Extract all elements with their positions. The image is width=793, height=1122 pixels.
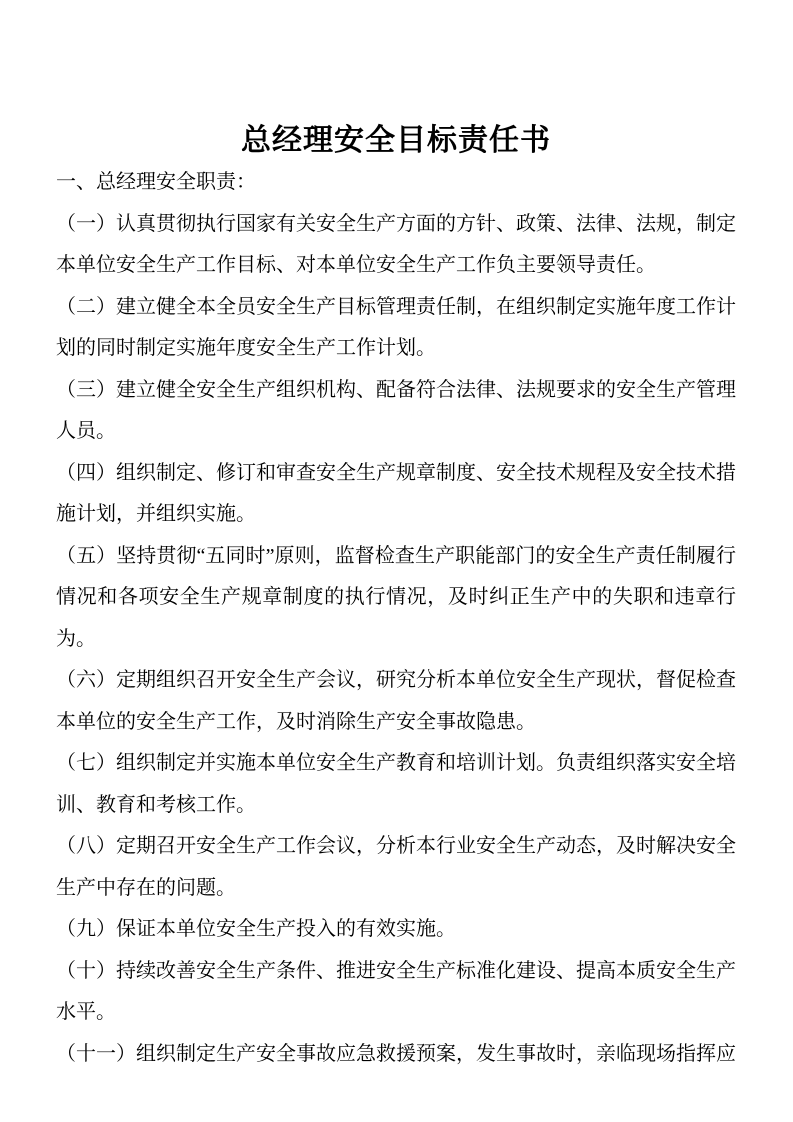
paragraph: （十）持续改善安全生产条件、推进安全生产标准化建设、提高本质安全生产水平。 bbox=[56, 959, 736, 1023]
paragraph: （四）组织制定、修订和审查安全生产规章制度、安全技术规程及安全技术措施计划，并组织实施。 bbox=[56, 461, 736, 525]
paragraph: （一）认真贯彻执行国家有关安全生产方面的方针、政策、法律、法规，制定本单位安全生产工作目标、对本单位安全生产工作负主要领导责任。 bbox=[56, 212, 736, 276]
paragraph: （五）坚持贯彻“五同时”原则，监督检查生产职能部门的安全生产责任制履行情况和各项安全生产规章制度的执行情况，及时纠正生产中的失职和违章行为。 bbox=[56, 544, 736, 650]
paragraph: （二）建立健全本全员安全生产目标管理责任制，在组织制定实施年度工作计划的同时制定实施年度安全生产工作计划。 bbox=[56, 295, 736, 359]
section-heading: 一、总经理安全职责： bbox=[56, 171, 256, 193]
document-title: 总经理安全目标责任书 bbox=[241, 124, 551, 157]
document-body bbox=[56, 204, 736, 1076]
paragraph: （九）保证本单位安全生产投入的有效实施。 bbox=[56, 918, 456, 940]
paragraph: （十一）组织制定生产安全事故应急救援预案，发生事故时，亲临现场指挥应 bbox=[56, 1042, 736, 1065]
paragraph: （七）组织制定并实施本单位安全生产教育和培训计划。负责组织落实安全培训、教育和考核工作。 bbox=[56, 752, 736, 816]
paragraph: （六）定期组织召开安全生产会议，研究分析本单位安全生产现状，督促检查本单位的安全生产工作，及时消除生产安全事故隐患。 bbox=[56, 669, 736, 733]
paragraph: （三）建立健全安全生产组织机构、配备符合法律、法规要求的安全生产管理人员。 bbox=[56, 378, 736, 442]
paragraph: （八）定期召开安全生产工作会议，分析本行业安全生产动态，及时解决安全生产中存在的问题。 bbox=[56, 835, 736, 899]
